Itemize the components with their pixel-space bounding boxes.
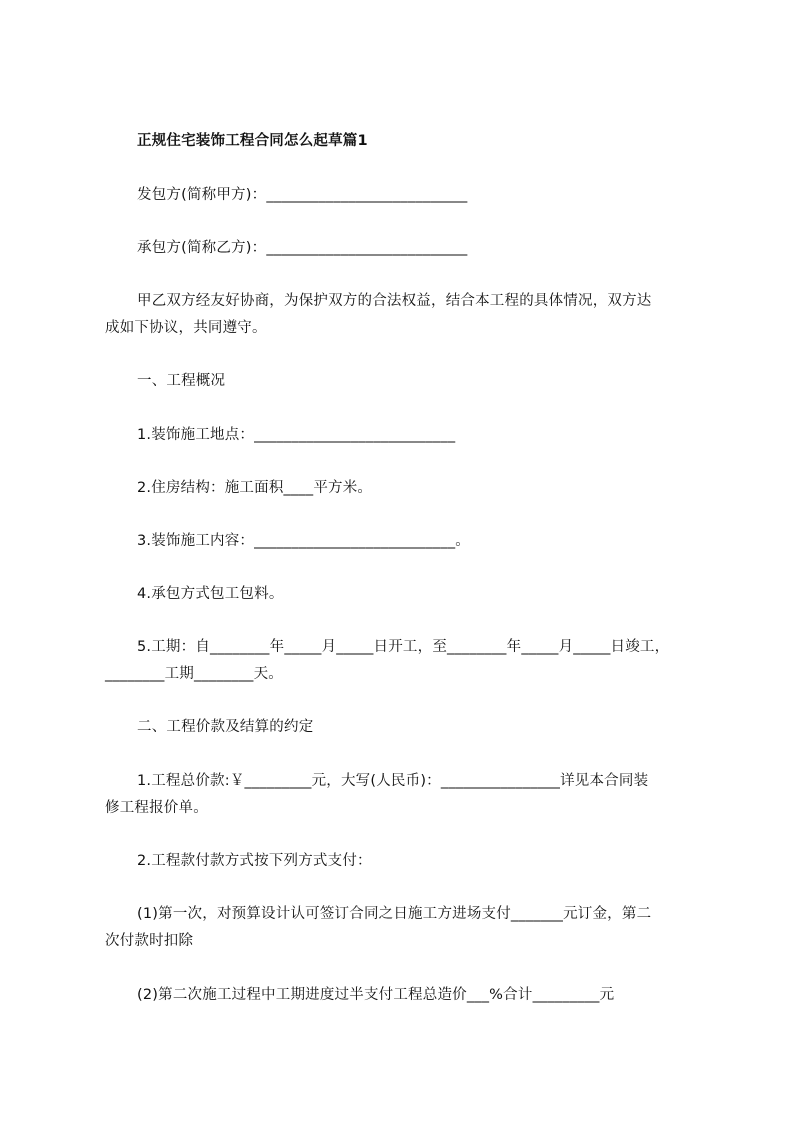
clause-construction-location: 1.装饰施工地点：___________________________ (137, 427, 456, 443)
payment-first-line-1: (1)第一次，对预算设计认可签订合同之日施工方进场支付_______元订金，第二 (137, 906, 652, 922)
intro-paragraph-line-2: 成如下协议，共同遵守。 (105, 320, 267, 336)
clause-schedule-line-2: ________工期________天。 (105, 666, 283, 682)
payment-second: (2)第二次施工过程中工期进度过半支付工程总造价___%合计_________元 (137, 987, 615, 1003)
clause-housing-structure: 2.住房结构：施工面积____平方米。 (137, 480, 373, 496)
intro-paragraph-line-1: 甲乙双方经友好协商，为保护双方的合法权益，结合本工程的具体情况，双方达 (137, 293, 652, 309)
clause-total-price-line-2: 修工程报价单。 (105, 800, 208, 816)
clause-payment-method: 2.工程款付款方式按下列方式支付： (137, 853, 372, 869)
clause-contract-method: 4.承包方式包工包料。 (137, 586, 284, 602)
document-title: 正规住宅装饰工程合同怎么起草篇1 (137, 133, 368, 149)
clause-schedule-line-1: 5.工期：自________年_____月_____日开工，至________年_____月_____日竣工， (137, 639, 670, 655)
clause-construction-content: 3.装饰施工内容：___________________________。 (137, 533, 470, 549)
payment-first-line-2: 次付款时扣除 (105, 933, 194, 949)
party-a-field: 发包方(简称甲方)：___________________________ (137, 187, 468, 203)
clause-total-price-line-1: 1.工程总价款:￥_________元，大写(人民币)：________________详见本合同装 (137, 773, 649, 789)
section-2-heading: 二、工程价款及结算的约定 (137, 719, 314, 735)
section-1-heading: 一、工程概况 (137, 373, 226, 389)
party-b-field: 承包方(简称乙方)：___________________________ (137, 240, 468, 256)
